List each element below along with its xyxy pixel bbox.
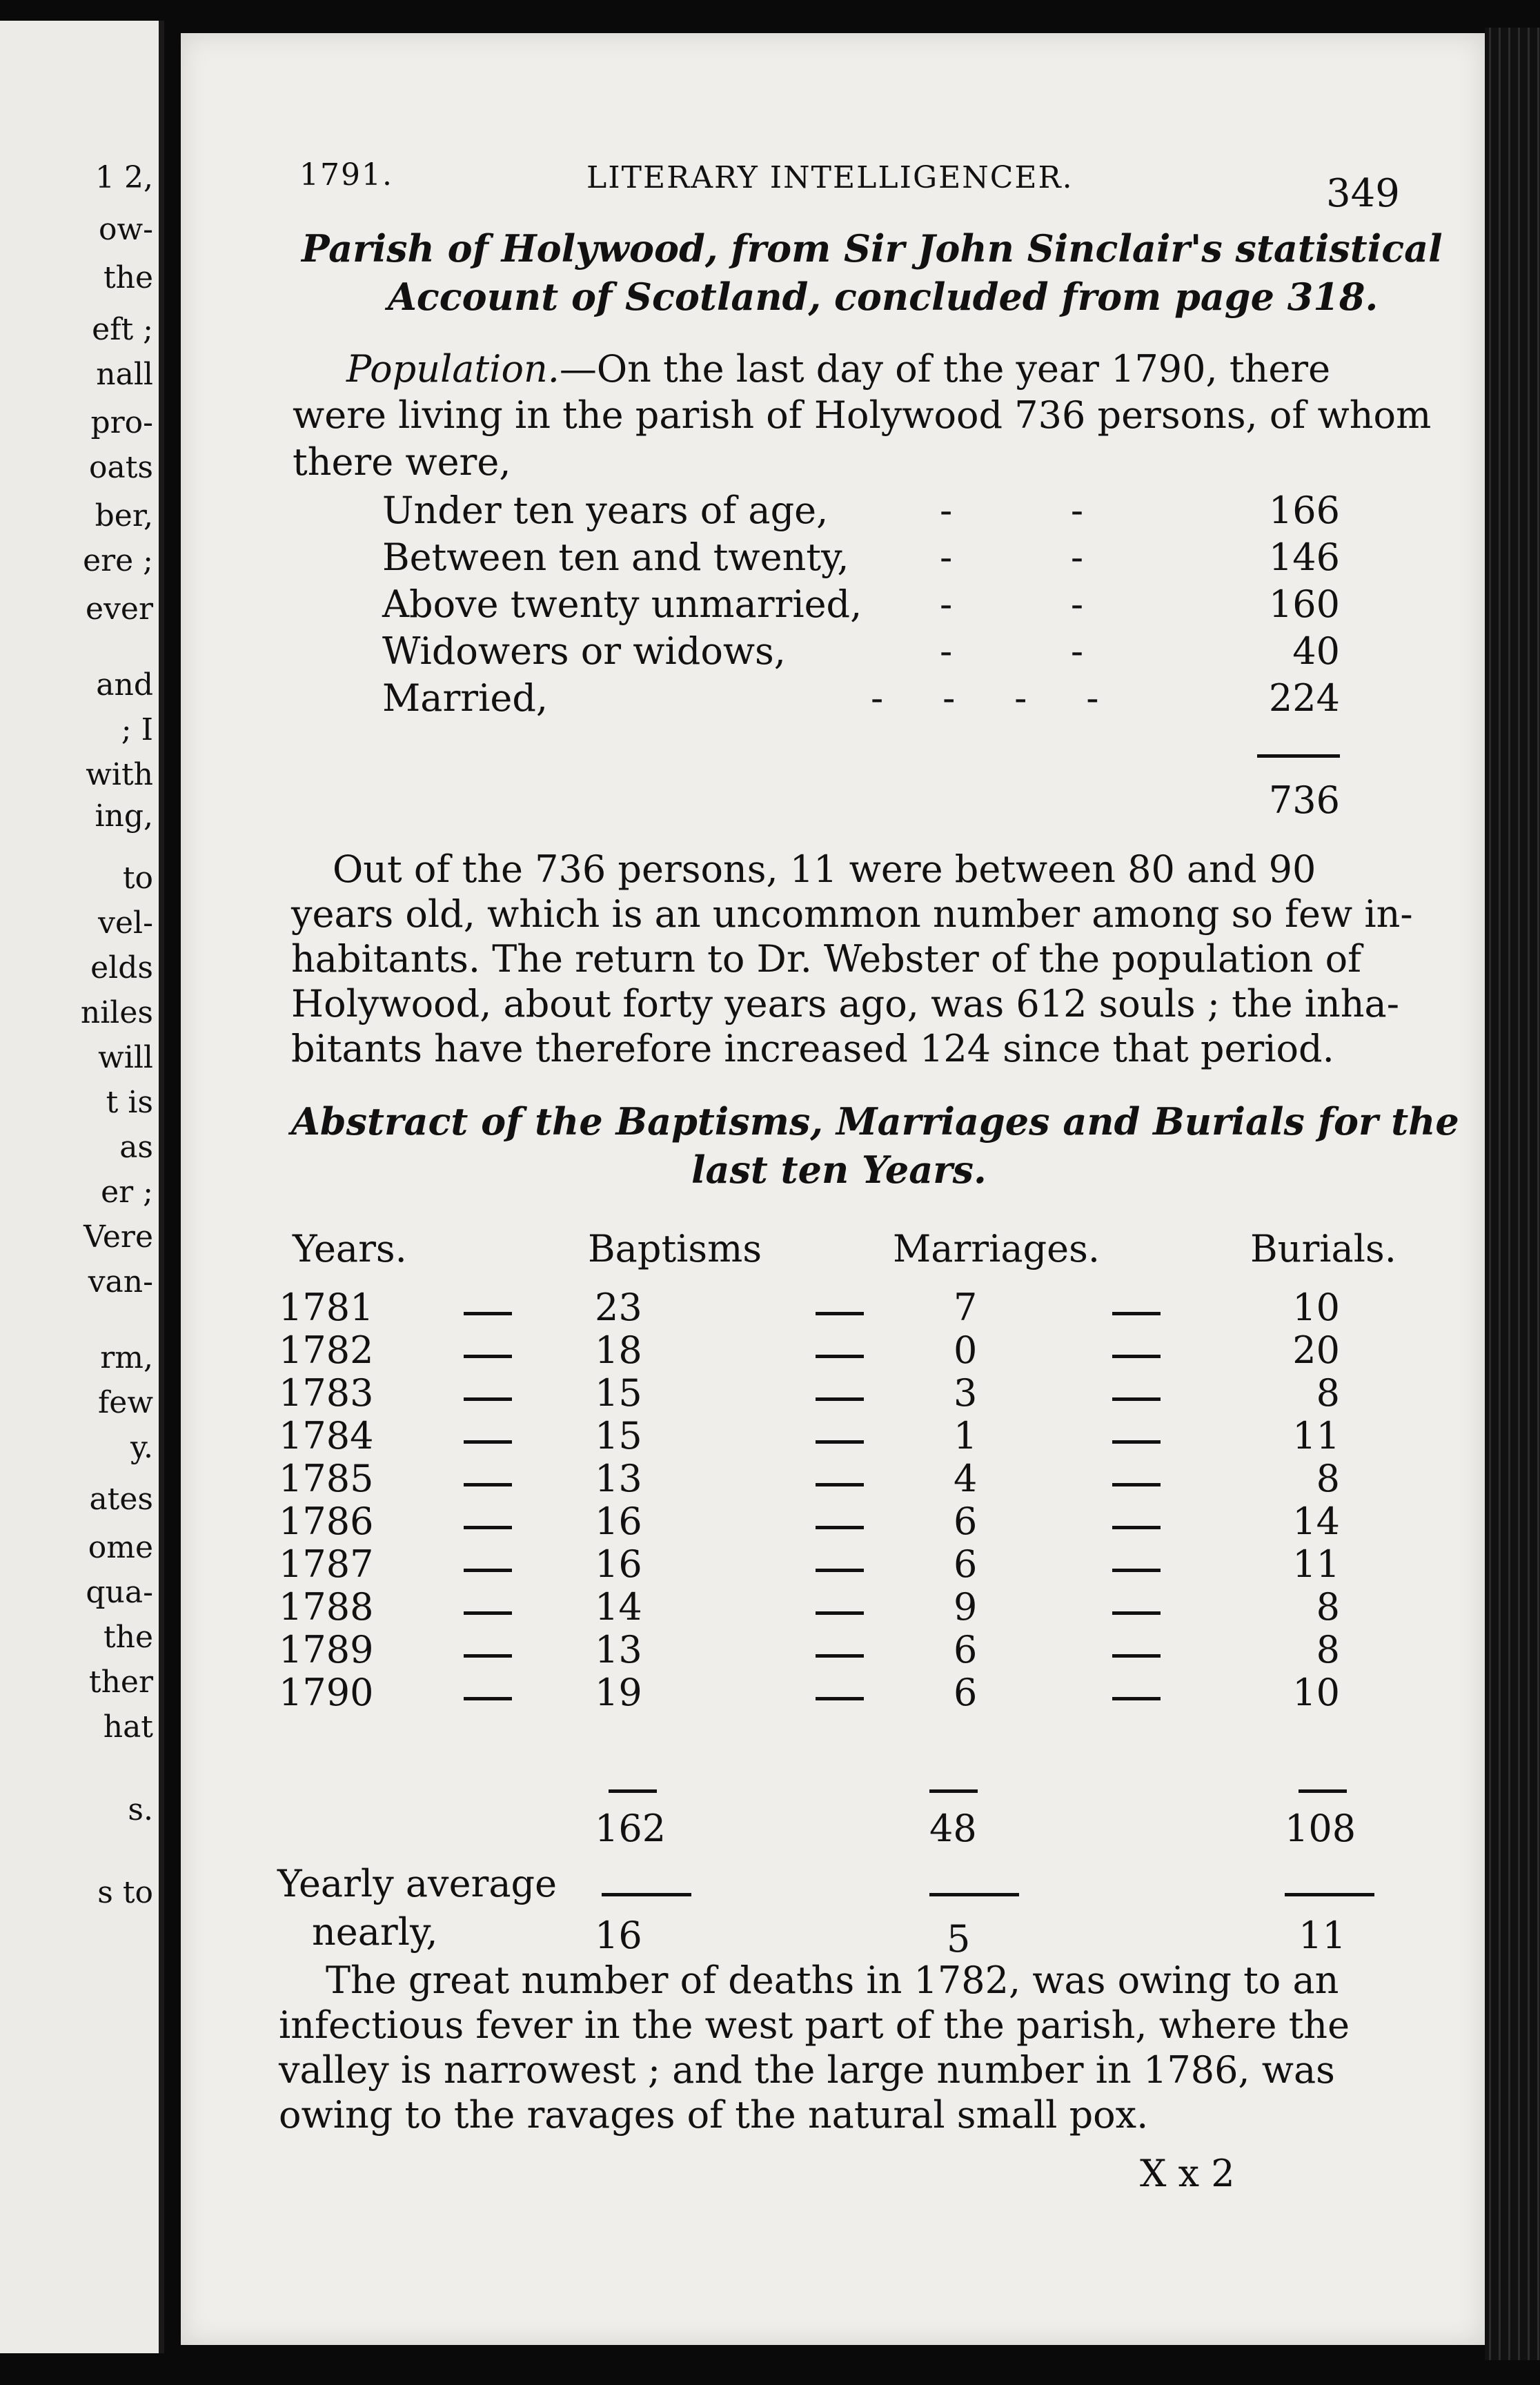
table-cell-baptisms: 13 (595, 1457, 642, 1500)
population-total-rule (1257, 754, 1340, 758)
population-row-value: 224 (1268, 676, 1340, 720)
burials-average: 11 (1299, 1914, 1346, 1957)
facing-page-text-fragment: ome (88, 1530, 153, 1565)
population-line1 (346, 347, 1330, 391)
paragraph-line: The great number of deaths in 1782, was owing to an (326, 1959, 1339, 2002)
average-label-line1: Yearly average (277, 1862, 557, 1905)
table-cell-burials: 11 (1292, 1542, 1340, 1586)
table-row-dash (1112, 1312, 1161, 1315)
paragraph-line: habitants. The return to Dr. Webster of the population of (291, 937, 1362, 981)
baptisms-total: 162 (595, 1807, 667, 1850)
burials-average-rule (1285, 1893, 1374, 1896)
table-row-dash (1112, 1654, 1161, 1658)
col-header-baptisms: Baptisms (588, 1227, 762, 1270)
table-cell-burials: 8 (1316, 1585, 1340, 1629)
facing-page-text-fragment: pro- (90, 405, 153, 440)
table-cell-marriages: 6 (954, 1500, 978, 1543)
table-cell-marriages: 0 (954, 1328, 978, 1372)
facing-page-text-fragment: s to (97, 1875, 153, 1910)
marriages-total: 48 (929, 1807, 977, 1850)
population-row-label: Above twenty unmarried, (382, 582, 862, 626)
population-row-leader-dashes: - - (940, 536, 1084, 579)
table-row-dash (464, 1526, 512, 1529)
facing-page-text-fragment: ever (86, 591, 153, 627)
facing-page-text-fragment: ates (89, 1482, 153, 1517)
facing-page-fragment (0, 21, 164, 2353)
population-row-label: Under ten years of age, (382, 489, 829, 532)
table-row-dash (816, 1312, 864, 1315)
col-header-burials: Burials. (1250, 1227, 1396, 1270)
facing-page-text-fragment: qua- (86, 1575, 153, 1610)
table-row-dash (1112, 1611, 1161, 1615)
baptisms-average-rule (602, 1893, 691, 1896)
table-cell-burials: 11 (1292, 1414, 1340, 1458)
table-cell-burials: 10 (1292, 1286, 1340, 1329)
marriages-average-rule (929, 1893, 1019, 1896)
abstract-title-line2: last ten Years. (691, 1148, 987, 1192)
facing-page-text-fragment: 1 2, (95, 160, 153, 195)
table-cell-marriages: 6 (954, 1628, 978, 1671)
col-header-marriages: Marriages. (893, 1227, 1100, 1270)
running-title: LITERARY INTELLIGENCER. (586, 160, 1074, 195)
table-row-dash (1112, 1526, 1161, 1529)
table-cell-baptisms: 23 (595, 1286, 642, 1329)
table-cell-marriages: 6 (954, 1542, 978, 1586)
signature-mark: X x 2 (1140, 2152, 1235, 2195)
population-lead: Population. (346, 347, 560, 391)
facing-page-text-fragment: rm, (100, 1340, 153, 1375)
table-row-dash (1112, 1355, 1161, 1358)
table-row-dash (816, 1654, 864, 1658)
table-row-dash (816, 1526, 864, 1529)
paragraph-line: valley is narrowest ; and the large number in 1786, was (279, 2048, 1335, 2092)
population-row-leader-dashes: - - - - (871, 676, 1099, 720)
table-cell-year: 1785 (279, 1457, 374, 1500)
table-cell-burials: 20 (1292, 1328, 1340, 1372)
population-row-label: Married, (382, 676, 549, 720)
table-cell-baptisms: 15 (595, 1414, 642, 1458)
col-header-years: Years. (293, 1227, 407, 1270)
population-total: 736 (1268, 778, 1340, 822)
baptisms-average: 16 (595, 1914, 642, 1957)
paragraph-line: owing to the ravages of the natural small pox. (279, 2093, 1149, 2137)
population-row-value: 166 (1268, 489, 1340, 532)
table-cell-marriages: 3 (954, 1371, 978, 1415)
table-cell-baptisms: 16 (595, 1542, 642, 1586)
abstract-title-line1: Abstract of the Baptisms, Marriages and Burials for the (291, 1099, 1459, 1144)
population-row-label: Between ten and twenty, (382, 536, 849, 579)
facing-page-text-fragment: the (103, 1620, 153, 1655)
marriages-total-rule (929, 1789, 978, 1793)
facing-page-text-fragment: the (103, 260, 153, 295)
paragraph-line: infectious fever in the west part of the parish, where the (279, 2003, 1350, 2047)
table-row-dash (816, 1440, 864, 1444)
facing-page-text-fragment: t is (106, 1085, 153, 1120)
facing-page-text-fragment: er ; (101, 1175, 153, 1210)
table-cell-marriages: 7 (954, 1286, 978, 1329)
population-row-value: 146 (1268, 536, 1340, 579)
table-cell-year: 1789 (279, 1628, 374, 1671)
facing-page-text-fragment: vel- (98, 905, 153, 941)
table-cell-baptisms: 15 (595, 1371, 642, 1415)
table-cell-year: 1783 (279, 1371, 374, 1415)
facing-page-text-fragment: van- (88, 1264, 153, 1299)
table-row-dash (464, 1569, 512, 1572)
facing-page-text-fragment: few (98, 1385, 153, 1420)
population-row-value: 40 (1292, 629, 1340, 673)
table-cell-year: 1784 (279, 1414, 374, 1458)
table-cell-baptisms: 19 (595, 1671, 642, 1714)
table-row-dash (1112, 1440, 1161, 1444)
population-row-leader-dashes: - - (940, 629, 1084, 673)
table-row-dash (1112, 1697, 1161, 1700)
paragraph-line: bitants have therefore increased 124 since that period. (291, 1027, 1334, 1070)
facing-page-text-fragment: oats (89, 450, 153, 485)
table-row-dash (464, 1483, 512, 1486)
paragraph-line: Holywood, about forty years ago, was 612 souls ; the inha- (291, 982, 1399, 1025)
header-year: 1791. (299, 157, 393, 193)
facing-page-text-fragment: ere ; (83, 543, 153, 578)
average-label-line2: nearly, (312, 1910, 438, 1954)
table-cell-marriages: 1 (954, 1414, 978, 1458)
facing-page-text-fragment: nall (96, 357, 153, 392)
population-row-value: 160 (1268, 582, 1340, 626)
population-row-label: Widowers or widows, (382, 629, 786, 673)
table-row-dash (464, 1312, 512, 1315)
table-cell-marriages: 6 (954, 1671, 978, 1714)
paragraph-line: years old, which is an uncommon number among so few in- (291, 892, 1413, 936)
table-row-dash (1112, 1569, 1161, 1572)
page-number: 349 (1326, 171, 1400, 216)
population-line1-text: —On the last day of the year 1790, there (559, 347, 1331, 391)
table-cell-year: 1790 (279, 1671, 374, 1714)
table-cell-year: 1787 (279, 1542, 374, 1586)
facing-page-text-fragment: eft ; (92, 312, 153, 347)
table-cell-year: 1781 (279, 1286, 374, 1329)
baptisms-total-rule (609, 1789, 657, 1793)
population-row-leader-dashes: - - (940, 489, 1084, 532)
table-row-dash (464, 1611, 512, 1615)
table-row-dash (464, 1654, 512, 1658)
table-cell-year: 1788 (279, 1585, 374, 1629)
facing-page-text-fragment: with (86, 757, 153, 792)
table-cell-burials: 10 (1292, 1671, 1340, 1714)
population-line2: were living in the parish of Holywood 736 persons, of whom (293, 393, 1432, 437)
facing-page-text-fragment: as (119, 1130, 153, 1165)
facing-page-text-fragment: and (96, 667, 153, 703)
book-page (181, 33, 1485, 2345)
table-row-dash (816, 1697, 864, 1700)
table-row-dash (816, 1569, 864, 1572)
facing-page-text-fragment: Vere (83, 1219, 153, 1255)
facing-page-text-fragment: y. (130, 1430, 153, 1465)
marriages-average: 5 (947, 1917, 971, 1961)
population-line3: there were, (293, 440, 511, 484)
facing-page-text-fragment: ing, (95, 798, 153, 834)
burials-total-rule (1299, 1789, 1347, 1793)
facing-page-text-fragment: ; I (121, 712, 153, 747)
population-row-leader-dashes: - - (940, 582, 1084, 626)
table-row-dash (464, 1355, 512, 1358)
facing-page-text-fragment: to (122, 861, 153, 896)
table-row-dash (816, 1611, 864, 1615)
facing-page-text-fragment: s. (128, 1792, 153, 1827)
table-row-dash (464, 1697, 512, 1700)
table-cell-year: 1782 (279, 1328, 374, 1372)
facing-page-text-fragment: will (98, 1040, 153, 1075)
facing-page-text-fragment: hat (103, 1709, 153, 1745)
table-cell-marriages: 4 (954, 1457, 978, 1500)
table-cell-burials: 8 (1316, 1457, 1340, 1500)
table-row-dash (816, 1483, 864, 1486)
table-row-dash (816, 1397, 864, 1401)
table-row-dash (1112, 1483, 1161, 1486)
table-cell-baptisms: 14 (595, 1585, 642, 1629)
table-cell-baptisms: 18 (595, 1328, 642, 1372)
table-cell-year: 1786 (279, 1500, 374, 1543)
table-cell-burials: 8 (1316, 1628, 1340, 1671)
facing-page-text-fragment: ow- (98, 212, 153, 247)
table-cell-burials: 8 (1316, 1371, 1340, 1415)
facing-page-text-fragment: ber, (95, 498, 153, 533)
table-cell-marriages: 9 (954, 1585, 978, 1629)
facing-page-text-fragment: elds (90, 950, 153, 985)
table-cell-baptisms: 16 (595, 1500, 642, 1543)
table-cell-baptisms: 13 (595, 1628, 642, 1671)
table-cell-burials: 14 (1292, 1500, 1340, 1543)
table-row-dash (1112, 1397, 1161, 1401)
burials-total: 108 (1285, 1807, 1356, 1850)
article-title-line2: Account of Scotland, concluded from page 318. (388, 275, 1379, 319)
table-row-dash (464, 1397, 512, 1401)
facing-page-text-fragment: ther (88, 1665, 153, 1700)
book-spine-edge (1485, 28, 1540, 2360)
table-row-dash (464, 1440, 512, 1444)
paragraph-line: Out of the 736 persons, 11 were between 80 and 90 (333, 847, 1316, 891)
table-row-dash (816, 1355, 864, 1358)
article-title-line1: Parish of Holywood, from Sir John Sinclair's statistical (302, 226, 1443, 271)
facing-page-text-fragment: niles (80, 995, 153, 1030)
